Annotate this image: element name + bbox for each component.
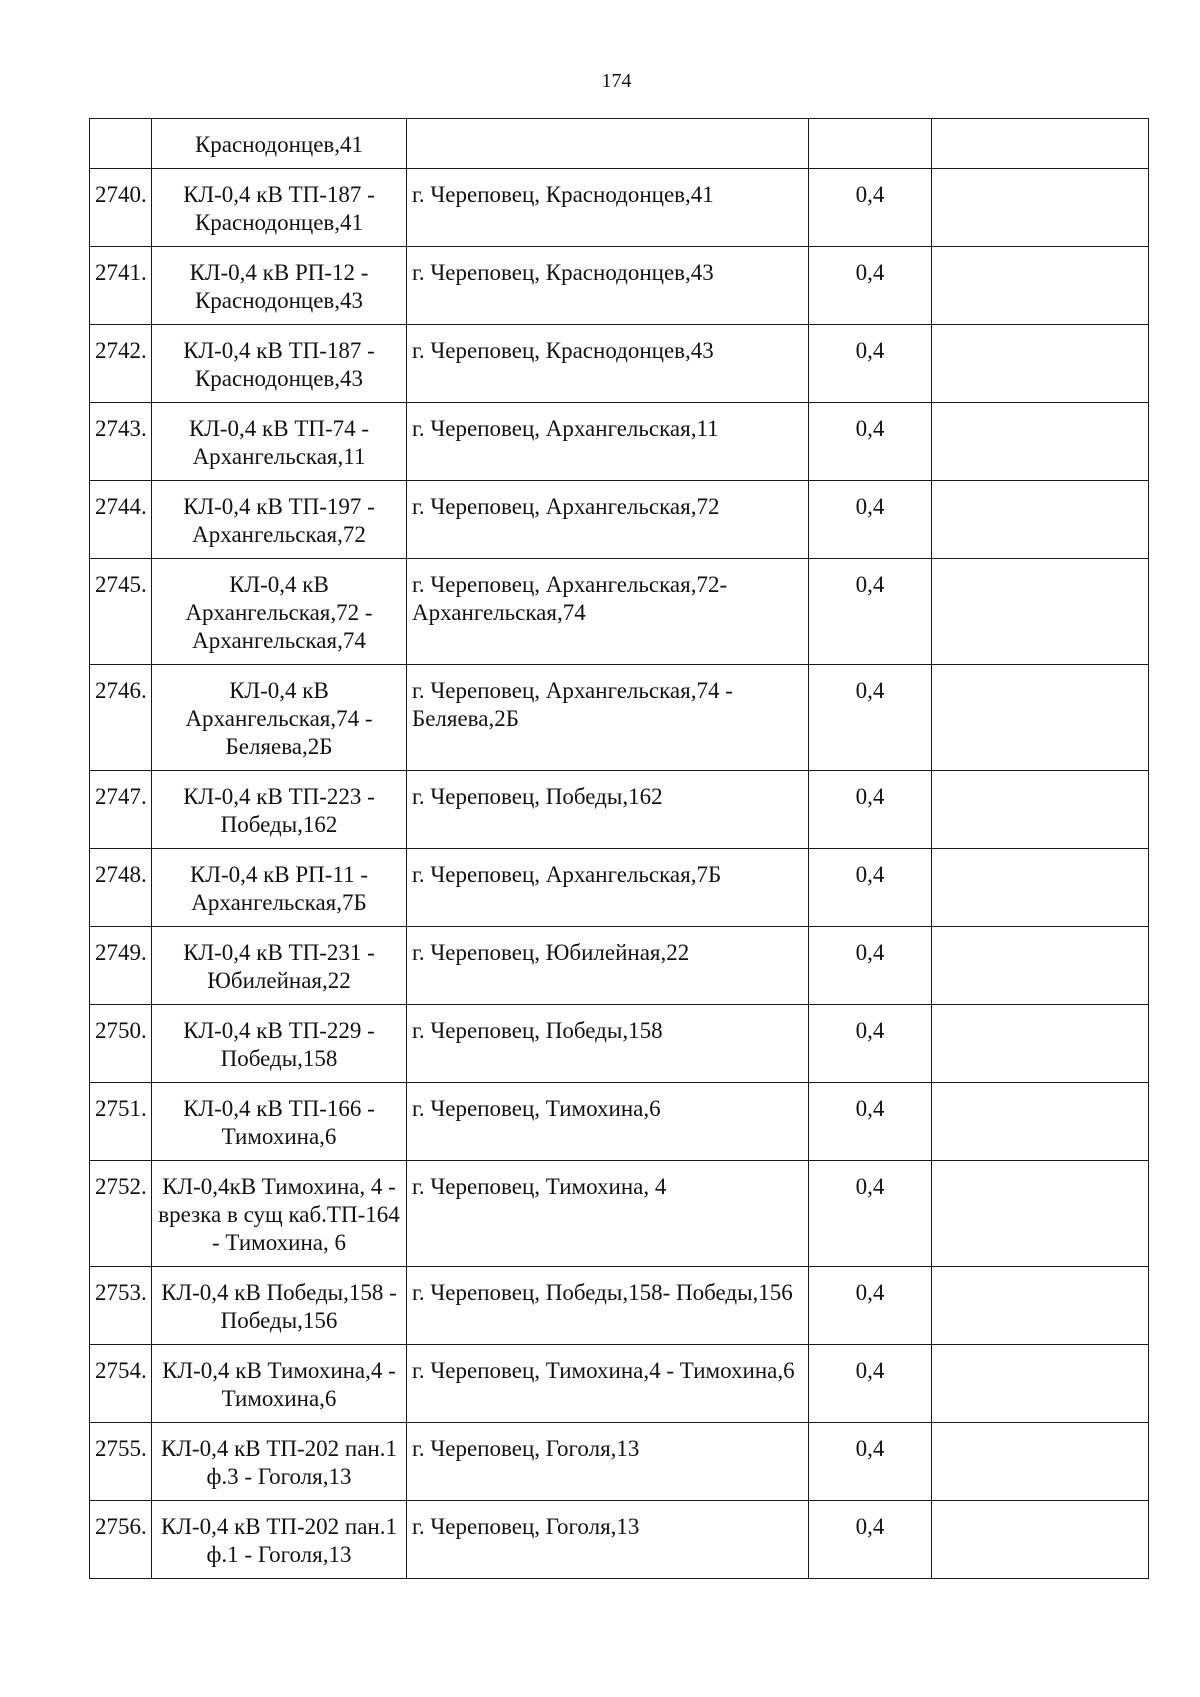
voltage-cell: 0,4 [809,665,932,771]
address-cell: г. Череповец, Архангельская,72- Архангельская,74 [407,559,809,665]
row-number-cell: 2742. [90,325,152,403]
row-number-cell: 2740. [90,169,152,247]
extra-cell [932,169,1149,247]
voltage-cell: 0,4 [809,403,932,481]
table-row [90,849,1149,927]
voltage-cell: 0,4 [809,559,932,665]
line-name-cell: КЛ-0,4 кВ Архангельская,74 - Беляева,2Б [152,665,407,771]
table-row [90,325,1149,403]
row-number-cell: 2755. [90,1423,152,1501]
line-name-cell: КЛ-0,4 кВ РП-12 - Краснодонцев,43 [152,247,407,325]
voltage-cell: 0,4 [809,1345,932,1423]
line-name-cell: КЛ-0,4 кВ ТП-187 - Краснодонцев,43 [152,325,407,403]
line-name-cell: КЛ-0,4 кВ ТП-166 - Тимохина,6 [152,1083,407,1161]
table-row [90,559,1149,665]
page-number: 174 [601,70,632,92]
table-row [90,1267,1149,1345]
address-cell: г. Череповец, Краснодонцев,43 [407,325,809,403]
address-cell: г. Череповец, Юбилейная,22 [407,927,809,1005]
address-cell: г. Череповец, Победы,162 [407,771,809,849]
address-cell: г. Череповец, Архангельская,74 - Беляева,2Б [407,665,809,771]
table-row [90,403,1149,481]
extra-cell [932,1005,1149,1083]
row-number-cell: 2754. [90,1345,152,1423]
row-number-cell: 2756. [90,1501,152,1579]
cable-lines-table [89,118,1149,1579]
row-number-cell: 2743. [90,403,152,481]
extra-cell [932,481,1149,559]
table-row-continuation [90,119,1149,169]
extra-cell [932,771,1149,849]
address-cell: г. Череповец, Тимохина,4 - Тимохина,6 [407,1345,809,1423]
voltage-cell: 0,4 [809,927,932,1005]
line-name-cell: КЛ-0,4 кВ Архангельская,72 - Архангельская,74 [152,559,407,665]
voltage-cell: 0,4 [809,1005,932,1083]
line-name-cell: КЛ-0,4 кВ ТП-202 пан.1 ф.3 - Гоголя,13 [152,1423,407,1501]
table-row [90,1005,1149,1083]
table-row [90,1161,1149,1267]
address-cell: г. Череповец, Краснодонцев,41 [407,169,809,247]
row-number-cell: 2748. [90,849,152,927]
row-number-cell: 2749. [90,927,152,1005]
address-cell: г. Череповец, Тимохина,6 [407,1083,809,1161]
address-cell: г. Череповец, Архангельская,7Б [407,849,809,927]
extra-cell [932,1267,1149,1345]
extra-cell [932,1083,1149,1161]
voltage-cell: 0,4 [809,1501,932,1579]
row-number-cell: 2752. [90,1161,152,1267]
row-number-cell: 2753. [90,1267,152,1345]
table-row [90,481,1149,559]
line-name-cell: КЛ-0,4 кВ ТП-187 - Краснодонцев,41 [152,169,407,247]
voltage-cell: 0,4 [809,771,932,849]
voltage-cell: 0,4 [809,481,932,559]
extra-cell [932,247,1149,325]
extra-cell [932,1423,1149,1501]
line-name-cell: КЛ-0,4 кВ ТП-223 - Победы,162 [152,771,407,849]
extra-cell [932,1345,1149,1423]
row-number-cell: 2745. [90,559,152,665]
line-name-cell: КЛ-0,4 кВ ТП-231 - Юбилейная,22 [152,927,407,1005]
line-name-cell: КЛ-0,4 кВ ТП-197 - Архангельская,72 [152,481,407,559]
extra-cell [932,665,1149,771]
table-row [90,1423,1149,1501]
table-row [90,1501,1149,1579]
address-cell: г. Череповец, Гоголя,13 [407,1423,809,1501]
address-cell [407,119,809,169]
row-number-cell: 2746. [90,665,152,771]
line-name-cell: КЛ-0,4 кВ РП-11 - Архангельская,7Б [152,849,407,927]
voltage-cell: 0,4 [809,1267,932,1345]
address-cell: г. Череповец, Победы,158 [407,1005,809,1083]
line-name-cell: КЛ-0,4 кВ Тимохина,4 - Тимохина,6 [152,1345,407,1423]
table-row [90,169,1149,247]
line-name-cell: КЛ-0,4 кВ ТП-202 пан.1 ф.1 - Гоголя,13 [152,1501,407,1579]
address-cell: г. Череповец, Архангельская,72 [407,481,809,559]
address-cell: г. Череповец, Тимохина, 4 [407,1161,809,1267]
line-name-cell: КЛ-0,4 кВ Победы,158 - Победы,156 [152,1267,407,1345]
table-row [90,665,1149,771]
voltage-cell: 0,4 [809,247,932,325]
extra-cell [932,849,1149,927]
row-number-cell: 2744. [90,481,152,559]
voltage-cell: 0,4 [809,849,932,927]
voltage-cell: 0,4 [809,169,932,247]
line-name-cell: Краснодонцев,41 [152,119,407,169]
extra-cell [932,927,1149,1005]
extra-cell [932,325,1149,403]
table-row [90,1083,1149,1161]
line-name-cell: КЛ-0,4 кВ ТП-229 - Победы,158 [152,1005,407,1083]
table-row [90,771,1149,849]
extra-cell [932,559,1149,665]
table-row [90,927,1149,1005]
address-cell: г. Череповец, Гоголя,13 [407,1501,809,1579]
voltage-cell: 0,4 [809,325,932,403]
line-name-cell: КЛ-0,4кВ Тимохина, 4 - врезка в сущ каб.ТП-164 - Тимохина, 6 [152,1161,407,1267]
row-number-cell: 2741. [90,247,152,325]
table-row [90,247,1149,325]
voltage-cell: 0,4 [809,1161,932,1267]
address-cell: г. Череповец, Архангельская,11 [407,403,809,481]
row-number-cell: 2747. [90,771,152,849]
voltage-cell [809,119,932,169]
extra-cell [932,1161,1149,1267]
address-cell: г. Череповец, Краснодонцев,43 [407,247,809,325]
address-cell: г. Череповец, Победы,158- Победы,156 [407,1267,809,1345]
row-number-cell: 2750. [90,1005,152,1083]
voltage-cell: 0,4 [809,1083,932,1161]
extra-cell [932,119,1149,169]
row-number-cell [90,119,152,169]
extra-cell [932,403,1149,481]
voltage-cell: 0,4 [809,1423,932,1501]
extra-cell [932,1501,1149,1579]
table-row [90,1345,1149,1423]
line-name-cell: КЛ-0,4 кВ ТП-74 - Архангельская,11 [152,403,407,481]
row-number-cell: 2751. [90,1083,152,1161]
